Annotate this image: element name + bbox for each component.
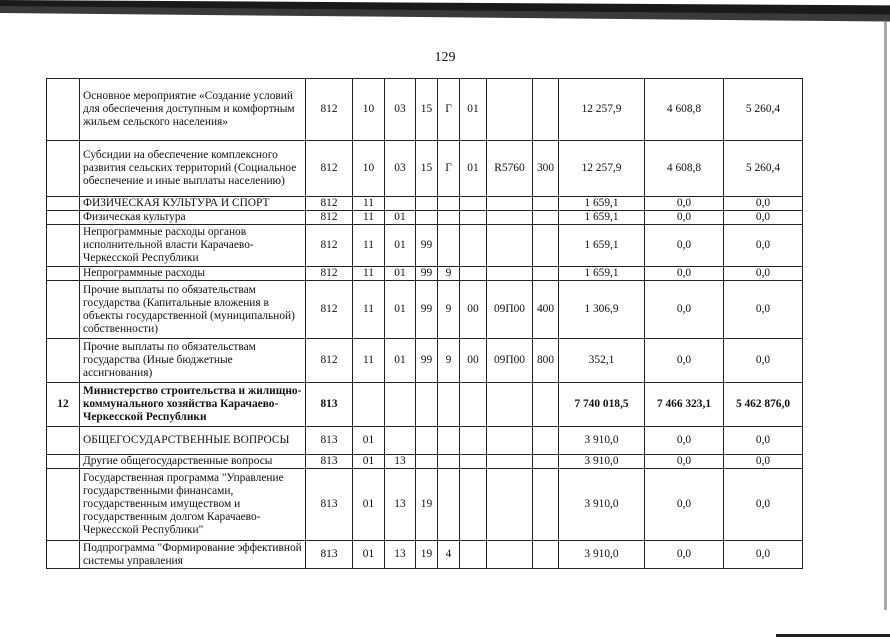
- direction-code-cell: [487, 267, 533, 281]
- row-name-cell: Субсидии на обеспечение комплексного развития сельских территорий (Социальное обеспечение и иные выплаты населению): [80, 141, 306, 197]
- section-code-cell: 10: [353, 141, 385, 197]
- amount-year3-cell: 5 462 876,0: [724, 383, 803, 427]
- program-code-cell: 19: [416, 541, 438, 569]
- program-code-cell: [416, 211, 438, 225]
- expense-type-cell: [533, 469, 559, 541]
- subsection-code-cell: 13: [385, 541, 416, 569]
- section-code-cell: 11: [353, 225, 385, 267]
- scan-top-border: [0, 0, 890, 14]
- amount-year2-cell: 4 608,8: [645, 79, 724, 141]
- amount-year3-cell: 0,0: [724, 339, 803, 383]
- program-code-cell: [416, 197, 438, 211]
- row-number-cell: [47, 197, 80, 211]
- section-code-cell: 01: [353, 469, 385, 541]
- amount-year1-cell: 352,1: [559, 339, 645, 383]
- row-name-cell: Министерство строительства и жилищно-коммунального хозяйства Карачаево-Черкесской Республики: [80, 383, 306, 427]
- row-name-cell: Другие общегосударственные вопросы: [80, 455, 306, 469]
- ministry-code-cell: 812: [306, 79, 353, 141]
- direction-code-cell: R5760: [487, 141, 533, 197]
- table-row: [47, 79, 803, 141]
- table-row: [47, 211, 803, 225]
- ministry-code-cell: 813: [306, 455, 353, 469]
- amount-year3-cell: 0,0: [724, 281, 803, 339]
- section-code-cell: 11: [353, 197, 385, 211]
- section-code-cell: [353, 383, 385, 427]
- subsection-code-cell: [385, 427, 416, 455]
- amount-year3-cell: 0,0: [724, 427, 803, 455]
- amount-year2-cell: 0,0: [645, 281, 724, 339]
- ministry-code-cell: 813: [306, 541, 353, 569]
- direction-code-cell: 09П00: [487, 339, 533, 383]
- program-code-cell: [416, 455, 438, 469]
- direction-code-cell: [487, 469, 533, 541]
- activity-code-cell: [460, 427, 487, 455]
- amount-year3-cell: 0,0: [724, 267, 803, 281]
- ministry-code-cell: 812: [306, 141, 353, 197]
- amount-year3-cell: 0,0: [724, 225, 803, 267]
- row-number-cell: [47, 281, 80, 339]
- row-number-cell: [47, 427, 80, 455]
- amount-year2-cell: 0,0: [645, 339, 724, 383]
- amount-year2-cell: 7 466 323,1: [645, 383, 724, 427]
- amount-year3-cell: 0,0: [724, 211, 803, 225]
- amount-year2-cell: 0,0: [645, 427, 724, 455]
- subprogram-code-cell: 4: [438, 541, 460, 569]
- direction-code-cell: [487, 197, 533, 211]
- subprogram-code-cell: 9: [438, 339, 460, 383]
- scan-bottom-edge: [776, 634, 890, 637]
- amount-year3-cell: 0,0: [724, 469, 803, 541]
- subprogram-code-cell: [438, 455, 460, 469]
- amount-year2-cell: 0,0: [645, 197, 724, 211]
- ministry-code-cell: 812: [306, 197, 353, 211]
- table-row: [47, 427, 803, 455]
- amount-year2-cell: 0,0: [645, 541, 724, 569]
- section-code-cell: 01: [353, 455, 385, 469]
- table-row: [47, 541, 803, 569]
- subsection-code-cell: 03: [385, 141, 416, 197]
- expense-type-cell: [533, 267, 559, 281]
- section-code-cell: 11: [353, 281, 385, 339]
- expense-type-cell: 300: [533, 141, 559, 197]
- direction-code-cell: [487, 541, 533, 569]
- subsection-code-cell: 13: [385, 455, 416, 469]
- activity-code-cell: [460, 267, 487, 281]
- row-name-cell: Подпрограмма "Формирование эффективной системы управления: [80, 541, 306, 569]
- amount-year2-cell: 4 608,8: [645, 141, 724, 197]
- expense-type-cell: 800: [533, 339, 559, 383]
- activity-code-cell: [460, 197, 487, 211]
- ministry-code-cell: 813: [306, 427, 353, 455]
- subprogram-code-cell: [438, 427, 460, 455]
- amount-year2-cell: 0,0: [645, 267, 724, 281]
- subprogram-code-cell: [438, 197, 460, 211]
- ministry-code-cell: 812: [306, 211, 353, 225]
- subsection-code-cell: 01: [385, 339, 416, 383]
- row-number-cell: [47, 141, 80, 197]
- amount-year3-cell: 5 260,4: [724, 79, 803, 141]
- activity-code-cell: [460, 225, 487, 267]
- expense-type-cell: [533, 79, 559, 141]
- subsection-code-cell: 01: [385, 267, 416, 281]
- direction-code-cell: 09П00: [487, 281, 533, 339]
- expense-type-cell: [533, 211, 559, 225]
- row-name-cell: ОБЩЕГОСУДАРСТВЕННЫЕ ВОПРОСЫ: [80, 427, 306, 455]
- table-row: [47, 469, 803, 541]
- activity-code-cell: 01: [460, 79, 487, 141]
- expense-type-cell: [533, 427, 559, 455]
- program-code-cell: [416, 383, 438, 427]
- direction-code-cell: [487, 455, 533, 469]
- expense-type-cell: [533, 197, 559, 211]
- section-code-cell: 10: [353, 79, 385, 141]
- activity-code-cell: 00: [460, 339, 487, 383]
- row-number-cell: [47, 79, 80, 141]
- subsection-code-cell: 01: [385, 281, 416, 339]
- activity-code-cell: [460, 469, 487, 541]
- row-number-cell: [47, 225, 80, 267]
- expense-type-cell: [533, 541, 559, 569]
- program-code-cell: 15: [416, 141, 438, 197]
- subsection-code-cell: 03: [385, 79, 416, 141]
- amount-year1-cell: 3 910,0: [559, 455, 645, 469]
- section-code-cell: 11: [353, 267, 385, 281]
- expense-type-cell: [533, 383, 559, 427]
- amount-year1-cell: 7 740 018,5: [559, 383, 645, 427]
- budget-table-body: [47, 79, 803, 569]
- amount-year3-cell: 0,0: [724, 197, 803, 211]
- amount-year1-cell: 12 257,9: [559, 79, 645, 141]
- program-code-cell: 19: [416, 469, 438, 541]
- row-number-cell: [47, 469, 80, 541]
- expense-type-cell: [533, 455, 559, 469]
- section-code-cell: 11: [353, 339, 385, 383]
- amount-year1-cell: 1 659,1: [559, 267, 645, 281]
- amount-year1-cell: 12 257,9: [559, 141, 645, 197]
- table-row: [47, 141, 803, 197]
- amount-year2-cell: 0,0: [645, 469, 724, 541]
- amount-year3-cell: 5 260,4: [724, 141, 803, 197]
- program-code-cell: 99: [416, 281, 438, 339]
- direction-code-cell: [487, 211, 533, 225]
- subprogram-code-cell: Г: [438, 79, 460, 141]
- row-name-cell: ФИЗИЧЕСКАЯ КУЛЬТУРА И СПОРТ: [80, 197, 306, 211]
- direction-code-cell: [487, 79, 533, 141]
- ministry-code-cell: 813: [306, 383, 353, 427]
- row-number-cell: [47, 339, 80, 383]
- program-code-cell: 15: [416, 79, 438, 141]
- table-row: [47, 197, 803, 211]
- row-number-cell: [47, 541, 80, 569]
- amount-year3-cell: 0,0: [724, 455, 803, 469]
- ministry-code-cell: 813: [306, 469, 353, 541]
- amount-year1-cell: 1 659,1: [559, 225, 645, 267]
- section-code-cell: 01: [353, 427, 385, 455]
- budget-table: [46, 78, 803, 569]
- subsection-code-cell: 01: [385, 211, 416, 225]
- amount-year1-cell: 3 910,0: [559, 427, 645, 455]
- table-row: [47, 225, 803, 267]
- amount-year1-cell: 3 910,0: [559, 541, 645, 569]
- section-code-cell: 01: [353, 541, 385, 569]
- activity-code-cell: 01: [460, 141, 487, 197]
- table-row: [47, 339, 803, 383]
- row-name-cell: Непрограммные расходы: [80, 267, 306, 281]
- subsection-code-cell: 13: [385, 469, 416, 541]
- ministry-code-cell: 812: [306, 281, 353, 339]
- row-name-cell: Непрограммные расходы органов исполнительной власти Карачаево-Черкесской Республики: [80, 225, 306, 267]
- subprogram-code-cell: [438, 383, 460, 427]
- direction-code-cell: [487, 383, 533, 427]
- amount-year1-cell: 1 659,1: [559, 197, 645, 211]
- table-row: [47, 267, 803, 281]
- amount-year3-cell: 0,0: [724, 541, 803, 569]
- subprogram-code-cell: [438, 469, 460, 541]
- subprogram-code-cell: 9: [438, 281, 460, 339]
- subsection-code-cell: [385, 197, 416, 211]
- program-code-cell: 99: [416, 225, 438, 267]
- row-number-cell: [47, 211, 80, 225]
- table-row: [47, 455, 803, 469]
- program-code-cell: [416, 427, 438, 455]
- program-code-cell: 99: [416, 339, 438, 383]
- activity-code-cell: [460, 541, 487, 569]
- ministry-code-cell: 812: [306, 225, 353, 267]
- table-row: [47, 383, 803, 427]
- program-code-cell: 99: [416, 267, 438, 281]
- section-code-cell: 11: [353, 211, 385, 225]
- scan-right-edge: [884, 20, 887, 610]
- row-name-cell: Прочие выплаты по обязательствам государства (Капитальные вложения в объекты государственной (муниципальной) собственности): [80, 281, 306, 339]
- activity-code-cell: [460, 455, 487, 469]
- ministry-code-cell: 812: [306, 339, 353, 383]
- row-name-cell: Основное мероприятие «Создание условий для обеспечения доступным и комфортным жильем сельского населения»: [80, 79, 306, 141]
- row-number-cell: [47, 455, 80, 469]
- row-name-cell: Прочие выплаты по обязательствам государства (Иные бюджетные ассигнования): [80, 339, 306, 383]
- subprogram-code-cell: [438, 225, 460, 267]
- amount-year1-cell: 1 659,1: [559, 211, 645, 225]
- activity-code-cell: [460, 383, 487, 427]
- table-row: [47, 281, 803, 339]
- amount-year2-cell: 0,0: [645, 455, 724, 469]
- amount-year2-cell: 0,0: [645, 211, 724, 225]
- expense-type-cell: [533, 225, 559, 267]
- amount-year1-cell: 1 306,9: [559, 281, 645, 339]
- page-number: 129: [434, 50, 456, 65]
- activity-code-cell: [460, 211, 487, 225]
- direction-code-cell: [487, 225, 533, 267]
- direction-code-cell: [487, 427, 533, 455]
- expense-type-cell: 400: [533, 281, 559, 339]
- subsection-code-cell: 01: [385, 225, 416, 267]
- subprogram-code-cell: [438, 211, 460, 225]
- amount-year1-cell: 3 910,0: [559, 469, 645, 541]
- row-number-cell: [47, 267, 80, 281]
- row-name-cell: Физическая культура: [80, 211, 306, 225]
- activity-code-cell: 00: [460, 281, 487, 339]
- subsection-code-cell: [385, 383, 416, 427]
- subprogram-code-cell: 9: [438, 267, 460, 281]
- row-number-cell: 12: [47, 383, 80, 427]
- subprogram-code-cell: Г: [438, 141, 460, 197]
- amount-year2-cell: 0,0: [645, 225, 724, 267]
- row-name-cell: Государственная программа "Управление государственными финансами, государственным имуществом и государственным долгом Карачаево-Черкесской Республики": [80, 469, 306, 541]
- ministry-code-cell: 812: [306, 267, 353, 281]
